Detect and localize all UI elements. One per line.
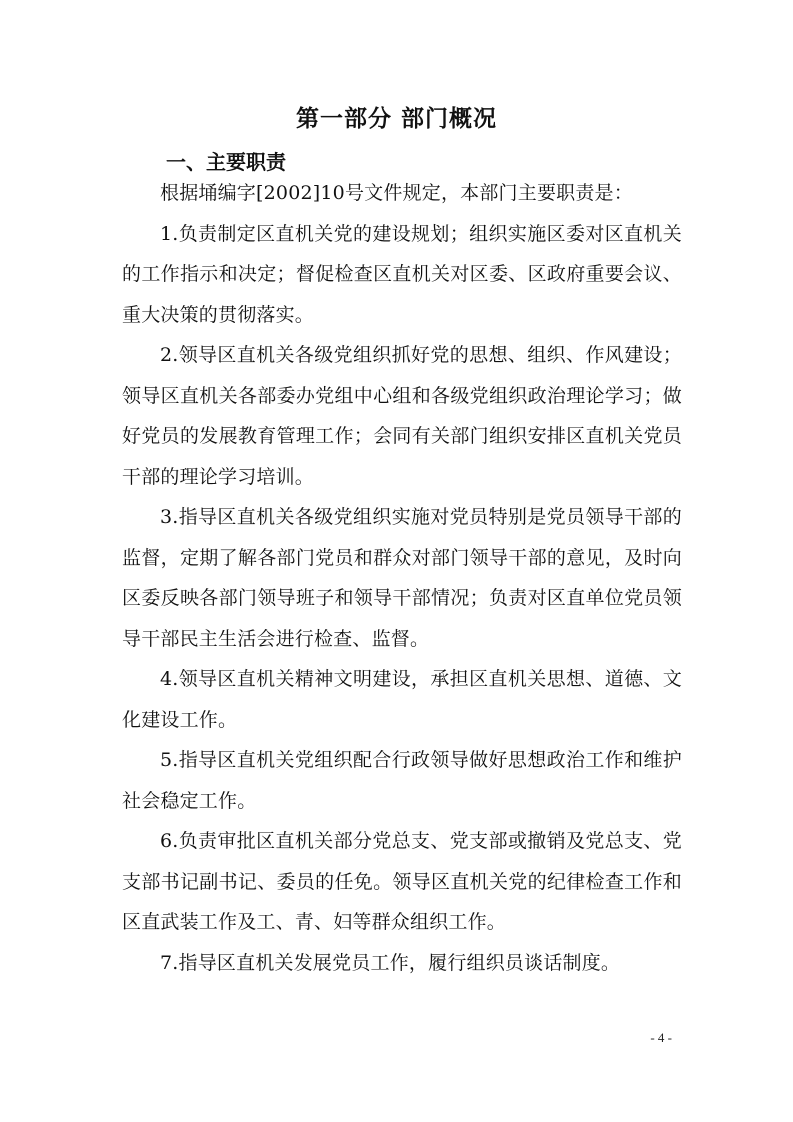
page-number: - 4 - — [650, 1030, 672, 1045]
duty-paragraph-1: 1.负责制定区直机关党的建设规划；组织实施区委对区直机关的工作指示和决定；督促检查区直机关对区委、区政府重要会议、重大决策的贯彻落实。 — [122, 222, 682, 326]
section-heading: 一、主要职责 — [166, 150, 286, 174]
intro-paragraph: 根据埇编字[2002]10号文件规定，本部门主要职责是： — [160, 182, 633, 204]
duty-paragraph-3: 3.指导区直机关各级党组织实施对党员特别是党员领导干部的监督，定期了解各部门党员和群众对部门领导干部的意见，及时向区委反映各部门领导班子和领导干部情况；负责对区直单位党员领导干部民主生活会进行检查、监督。 — [122, 506, 682, 650]
duty-paragraph-5: 5.指导区直机关党组织配合行政领导做好思想政治工作和维护社会稳定工作。 — [122, 749, 682, 812]
duty-paragraph-4: 4.领导区直机关精神文明建设，承担区直机关思想、道德、文化建设工作。 — [122, 668, 682, 731]
duty-paragraph-7: 7.指导区直机关发展党员工作，履行组织员谈话制度。 — [160, 951, 621, 974]
duty-paragraph-2: 2.领导区直机关各级党组织抓好党的思想、组织、作风建设；领导区直机关各部委办党组中心组和各级党组织政治理论学习；做好党员的发展教育管理工作；会同有关部门组织安排区直机关党员干部的理论学习培训。 — [122, 344, 682, 488]
duty-paragraph-6: 6.负责审批区直机关部分党总支、党支部或撤销及党总支、党支部书记副书记、委员的任免。领导区直机关党的纪律检查工作和区直武装工作及工、青、妇等群众组织工作。 — [122, 830, 682, 933]
document-body — [122, 173, 682, 983]
page-title: 第一部分 部门概况 — [295, 106, 497, 132]
